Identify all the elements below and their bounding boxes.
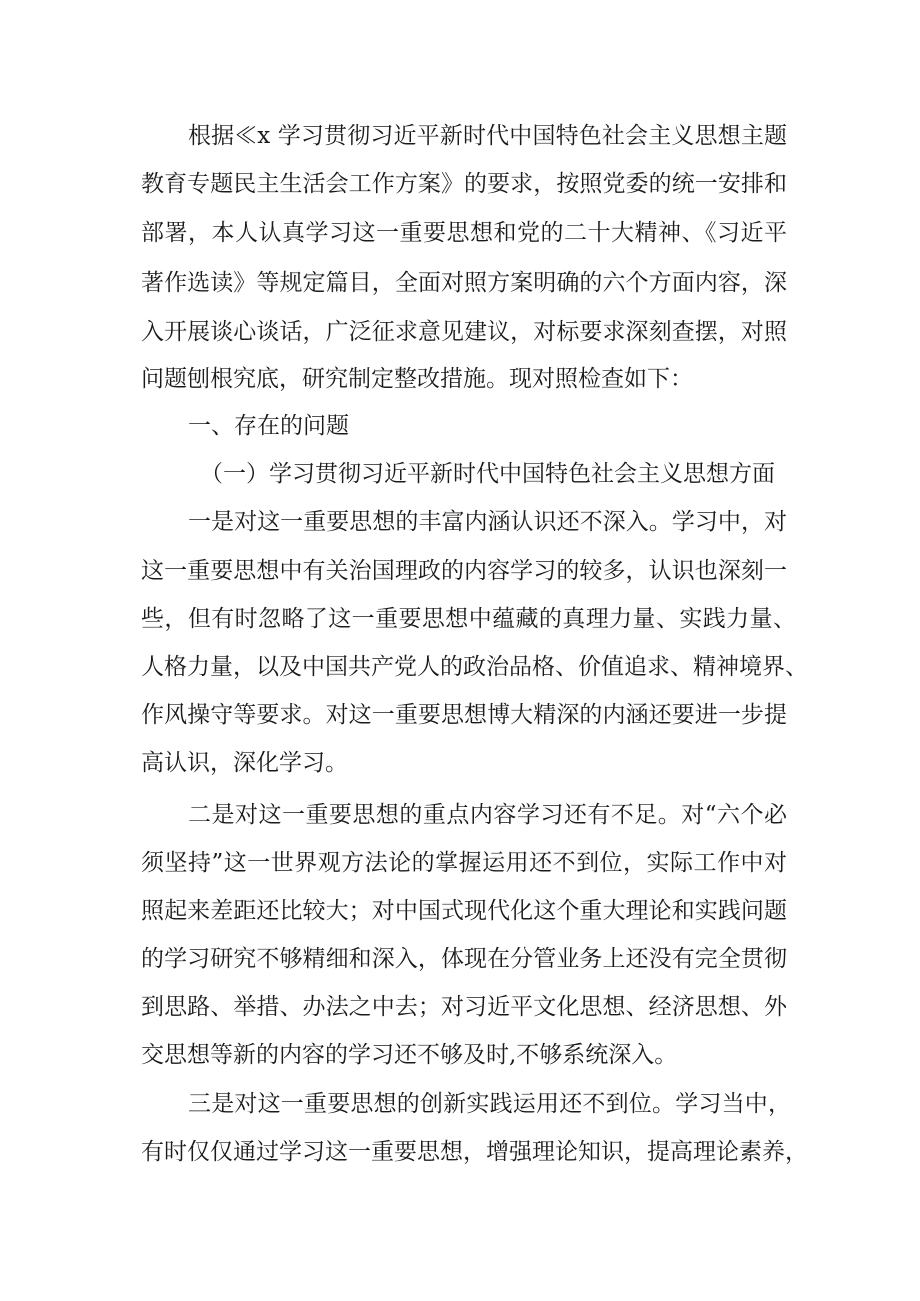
point-3-line-1: 三是对这一重要思想的创新实践运用还不到位。学习当中， xyxy=(188,1091,791,1117)
point-2-line-1: 二是对这一重要思想的重点内容学习还有不足。对“六个必 xyxy=(188,802,787,828)
point-2-line-5: 到思路、举措、办法之中去；对习近平文化思想、经济思想、外 xyxy=(141,994,787,1020)
point-1-line-6: 高认识，深化学习。 xyxy=(141,750,348,776)
subsection-heading: （一）学习贯彻习近平新时代中国特色社会主义思想方面 xyxy=(200,461,775,487)
point-3-line-2: 有时仅仅通过学习这一重要思想，增强理论知识，提高理论素养， xyxy=(141,1139,808,1165)
point-1-line-2: 这一重要思想中有关治国理政的内容学习的较多，认识也深刻一 xyxy=(141,558,787,584)
intro-line-5: 入开展谈心谈话，广泛征求意见建议，对标要求深刻查摆，对照 xyxy=(141,319,787,345)
point-2-line-4: 的学习研究不够精细和深入，体现在分管业务上还没有完全贯彻 xyxy=(141,946,787,972)
point-1-line-5: 作风操守等要求。对这一重要思想博大精深的内涵还要进一步提 xyxy=(141,702,787,728)
point-1-line-4: 人格力量，以及中国共产党人的政治品格、价值追求、精神境界、 xyxy=(141,654,808,680)
point-1-line-3: 些，但有时忽略了这一重要思想中蕴藏的真理力量、实践力量、 xyxy=(141,606,796,632)
point-2-line-2: 须坚持”这一世界观方法论的掌握运用还不到位，实际工作中对 xyxy=(141,850,787,876)
point-2-line-3: 照起来差距还比较大；对中国式现代化这个重大理论和实践问题 xyxy=(141,898,787,924)
intro-line-2: 教育专题民主生活会工作方案》的要求，按照党委的统一安排和 xyxy=(141,171,787,197)
section-heading: 一、存在的问题 xyxy=(188,413,349,439)
intro-line-1: 根据≪x 学习贯彻习近平新时代中国特色社会主义思想主题 xyxy=(188,123,787,149)
intro-line-4: 著作选读》等规定篇目，全面对照方案明确的六个方面内容，深 xyxy=(141,270,787,296)
point-1-line-1: 一是对这一重要思想的丰富内涵认识还不深入。学习中，对 xyxy=(188,509,787,535)
intro-line-6: 问题刨根究底，研究制定整改措施。现对照检查如下： xyxy=(141,366,693,392)
intro-line-3: 部署，本人认真学习这一重要思想和党的二十大精神、《习近平 xyxy=(141,220,787,246)
point-2-line-6: 交思想等新的内容的学习还不够及时,不够系统深入。 xyxy=(141,1042,678,1068)
